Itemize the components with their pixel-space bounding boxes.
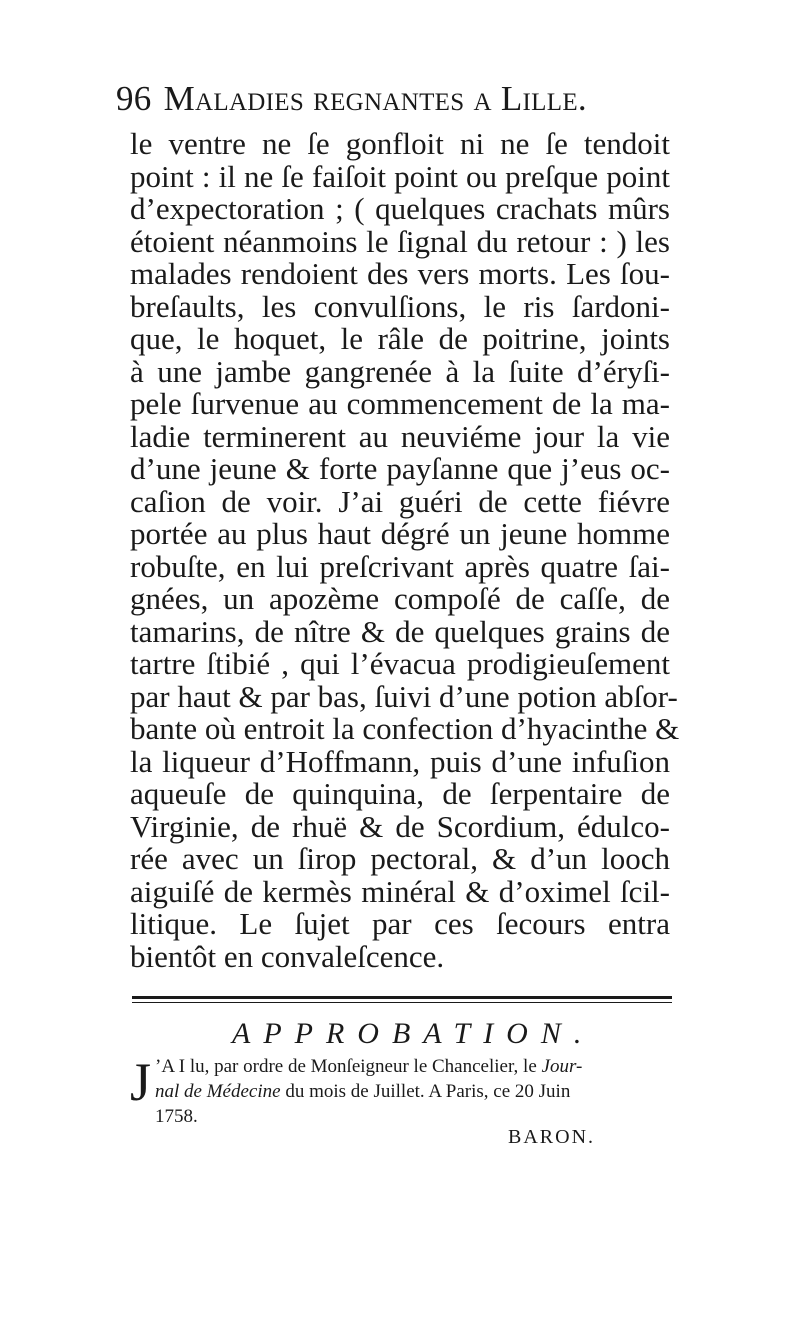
running-head [116,74,686,124]
text-line: bientôt en convaleſcence. [130,938,445,974]
text-line: par haut & par bas, ſuivi d’une potion abſor- [130,678,678,714]
text-line: la liqueur d’Hoffmann, puis d’une infuſion [130,743,670,779]
text-line: malades rendoient des vers morts. Les ſou- [130,256,670,291]
text-line: Virginie, de rhuë & de Scordium, édulco- [130,808,670,844]
approbation-line [130,1054,674,1079]
approbation-heading: APPROBATION. [232,1017,595,1050]
text-line: pele ſurvenue au commencement de la ma- [130,386,670,421]
page-number: 96 [116,79,152,118]
drop-cap: J [130,1052,152,1112]
signature: BARON. [508,1126,596,1148]
approbation-line-text: du mois de Juillet. A Paris, ce 20 Juin [280,1081,571,1102]
text-line: d’une jeune & forte payſanne que j’eus oc- [130,451,670,486]
approbation-line [130,1079,674,1104]
rule-thin-line [132,1002,672,1003]
text-line: caſion de voir. J’ai guéri de cette fiévre [130,483,670,519]
text-line: litique. Le ſujet par ces ſecours entra [130,906,670,941]
text-line: d’expectoration ; ( quelques crachats mûrs [130,191,670,226]
text-line: ladie terminerent au neuviéme jour la vie [130,418,670,454]
journal-title-part: nal de Médecine [155,1081,281,1102]
text-line: portée au plus haut dégré un jeune homme [130,516,670,551]
approbation-date-year: 1758. [155,1106,198,1127]
text-line: bante où entroit la confection d’hyacinthe & [130,711,680,746]
text-line: à une jambe gangrenée à la ſuite d’éryſi- [130,353,670,389]
text-line: aqueuſe de quinquina, de ſerpentaire de [130,776,670,811]
approbation-text [130,1054,674,1129]
text-line: aiguiſé de kermès minéral & d’oximel ſcil- [130,873,670,909]
text-line: robuſte, en lui preſcrivant après quatre ſai- [130,548,670,584]
text-line: tartre ſtibié , qui l’évacua prodigieuſement [130,646,670,681]
text-line: rée avec un ſirop pectoral, & d’un looch [130,841,670,876]
text-line: le ventre ne ſe gonfloit ni ne ſe tendoit [130,126,670,161]
text-line: gnées, un apozème compoſé de caſſe, de [130,581,670,616]
text-line: que, le hoquet, le râle de poitrine, joints [130,321,670,356]
text-line: tamarins, de nître & de quelques grains de [130,613,670,649]
text-line: breſaults, les convulſions, le ris ſardoni- [130,288,670,324]
body-text [130,126,680,974]
journal-title-part: Jour- [541,1056,583,1077]
text-line: étoient néanmoins le ſignal du retour : ) les [130,223,670,259]
approbation-line-text: ’A I lu, par ordre de Monſeigneur le Chancelier, le [155,1056,542,1077]
double-rule-divider [132,996,672,1004]
rule-thick-line [132,996,672,999]
text-line: point : il ne ſe faiſoit point ou preſque point [130,158,670,194]
running-title: Maladies regnantes a Lille. [163,79,587,118]
